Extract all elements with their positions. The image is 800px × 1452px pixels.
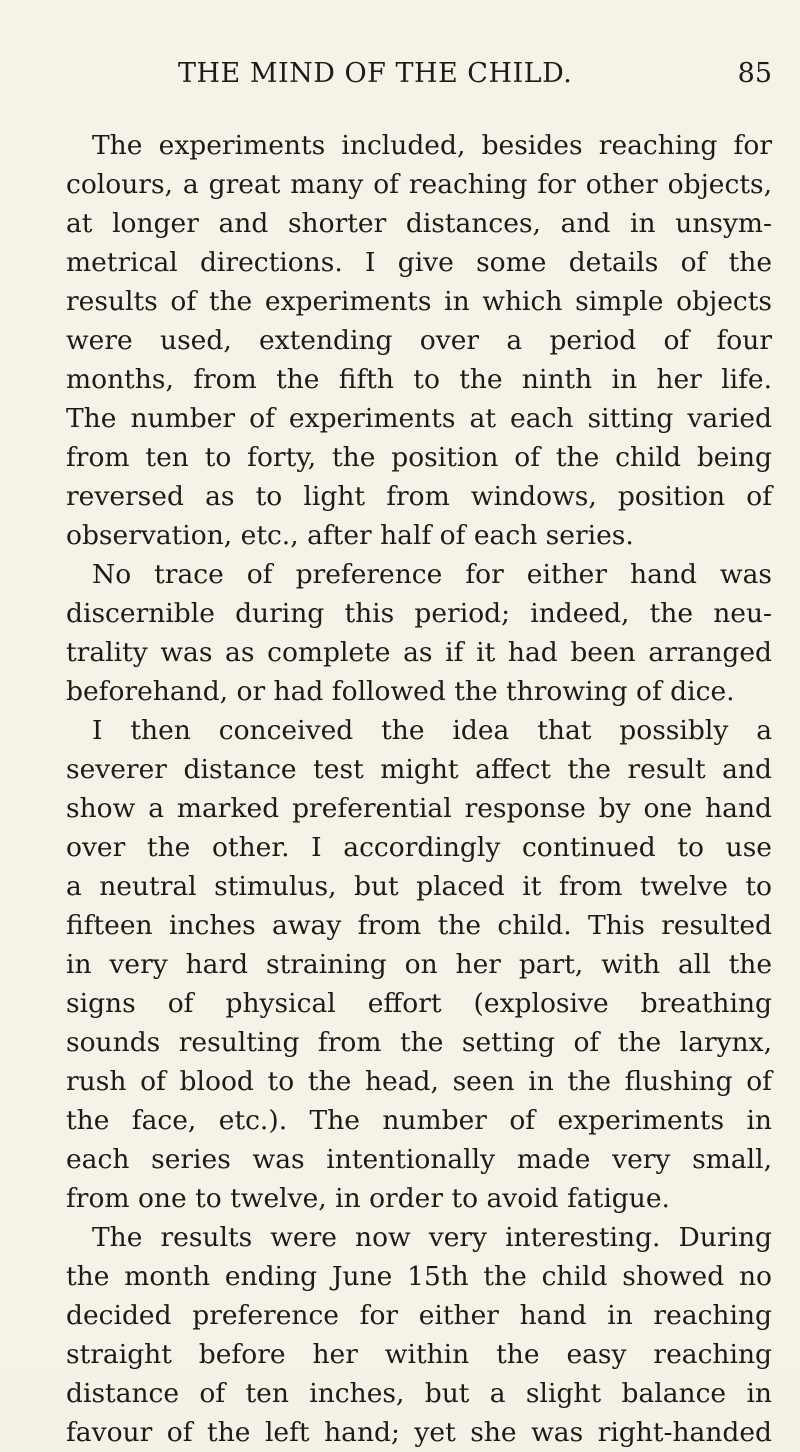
text-line: reversed as to light from windows, position of [66, 481, 772, 512]
text-line: trality was as complete as if it had been arranged [66, 637, 772, 668]
text-line: beforehand, or had followed the throwing of dice. [66, 676, 735, 707]
text-line: The results were now very interesting. During [92, 1222, 772, 1253]
text-line: distance of ten inches, but a slight balance in [66, 1378, 772, 1409]
text-line: results of the experiments in which simple objects [66, 286, 772, 317]
text-line: each series was intentionally made very small, [66, 1144, 772, 1175]
text-line: the face, etc.). The number of experiments in [66, 1105, 772, 1136]
text-line: over the other. I accordingly continued to use [66, 832, 772, 863]
page-number: 85 [737, 58, 772, 89]
text-line: at longer and shorter distances, and in unsym- [66, 208, 772, 239]
text-line: colours, a great many of reaching for other objects, [66, 169, 772, 200]
running-title: THE MIND OF THE CHILD. [178, 58, 573, 89]
running-head [66, 58, 772, 98]
text-line: a neutral stimulus, but placed it from twelve to [66, 871, 772, 902]
text-line: I then conceived the idea that possibly a [92, 715, 772, 746]
text-line: in very hard straining on her part, with all the [66, 949, 772, 980]
text-line: severer distance test might affect the result and [66, 754, 772, 785]
text-line: signs of physical effort (explosive breathing [66, 988, 772, 1019]
text-line: The number of experiments at each sitting varied [66, 403, 772, 434]
text-line: fifteen inches away from the child. This resulted [66, 910, 772, 941]
text-line: straight before her within the easy reaching [66, 1339, 772, 1370]
text-line: decided preference for either hand in reaching [66, 1300, 772, 1331]
text-line: metrical directions. I give some details of the [66, 247, 772, 278]
text-line: favour of the left hand; yet she was right-handed [66, 1417, 772, 1448]
text-line: The experiments included, besides reaching for [92, 130, 772, 161]
text-line: discernible during this period; indeed, the neu- [66, 598, 772, 629]
text-line: were used, extending over a period of four [66, 325, 772, 356]
text-line: observation, etc., after half of each series. [66, 520, 634, 551]
body-text [66, 126, 772, 1452]
text-line: from one to twelve, in order to avoid fatigue. [66, 1183, 670, 1214]
text-line: from ten to forty, the position of the child being [66, 442, 772, 473]
text-line: months, from the fifth to the ninth in her life. [66, 364, 772, 395]
text-line: No trace of preference for either hand was [92, 559, 772, 590]
text-line: sounds resulting from the setting of the larynx, [66, 1027, 772, 1058]
text-line: rush of blood to the head, seen in the flushing of [66, 1066, 772, 1097]
text-line: show a marked preferential response by one hand [66, 793, 772, 824]
text-line: the month ending June 15th the child showed no [66, 1261, 772, 1292]
